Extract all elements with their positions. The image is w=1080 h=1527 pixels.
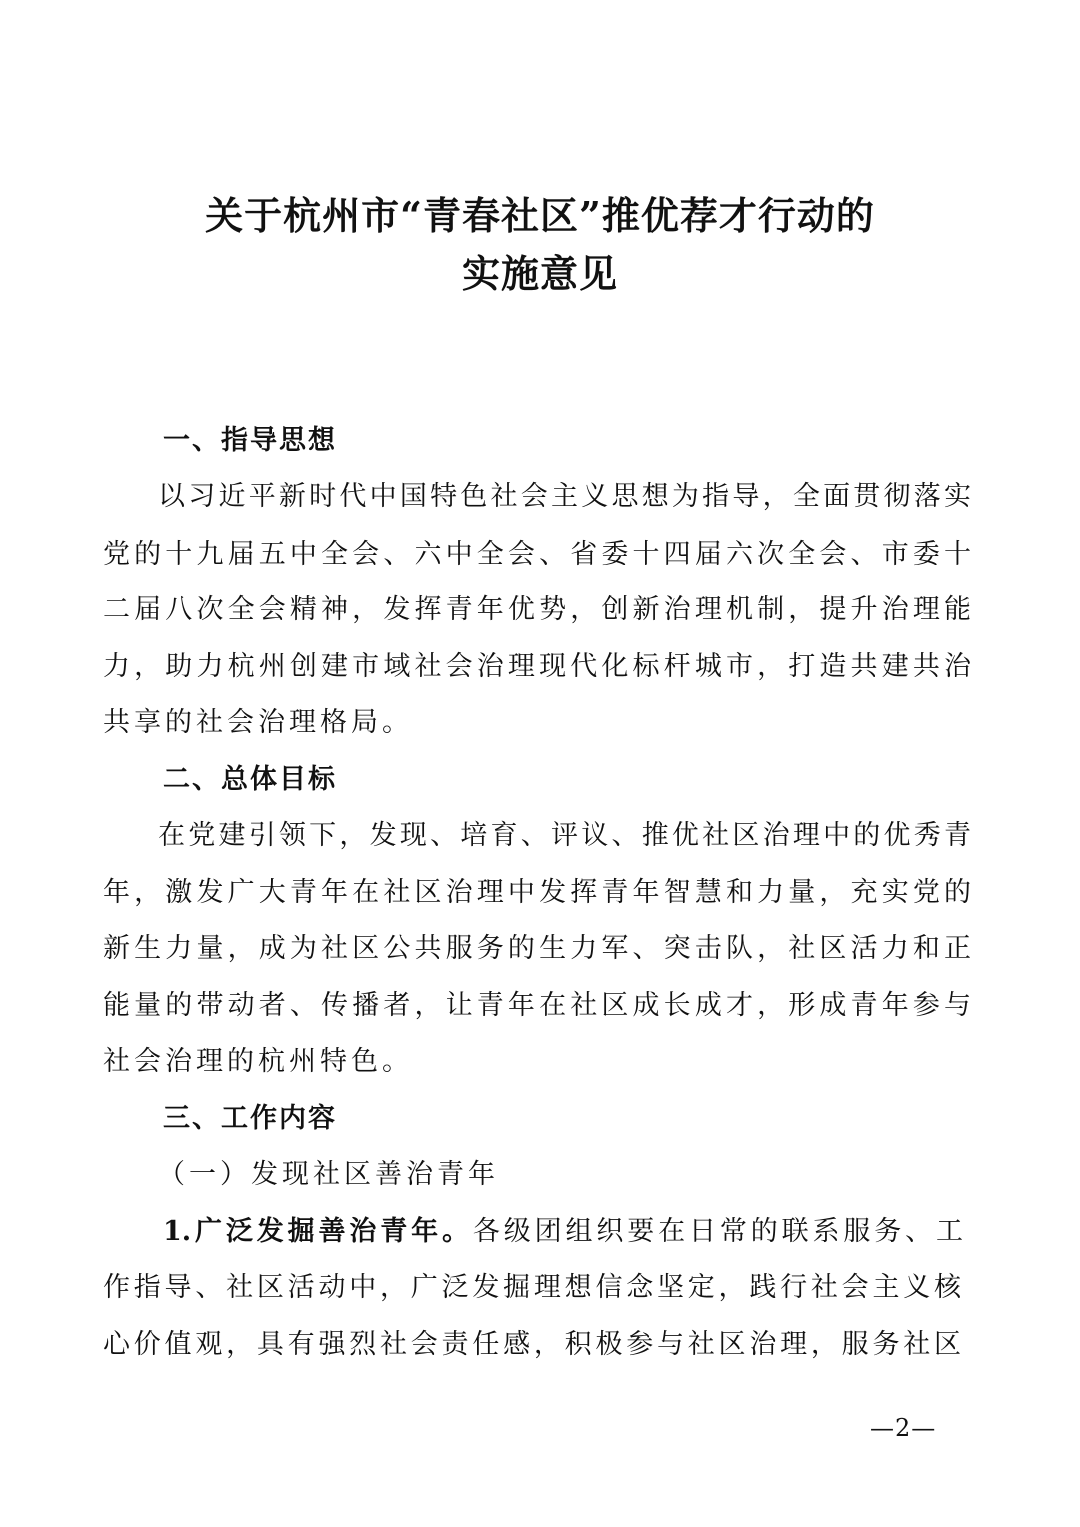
- paragraph-line: 新生力量，成为社区公共服务的生力军、突击队，社区活力和正: [103, 933, 971, 964]
- section-heading-work-content: 三、工作内容: [163, 1103, 337, 1134]
- paragraph-line: 党的十九届五中全会、六中全会、省委十四届六次全会、市委十: [103, 539, 971, 570]
- paragraph-line: 二届八次全会精神，发挥青年优势，创新治理机制，提升治理能: [103, 594, 971, 625]
- page-number: —2—: [870, 1414, 937, 1442]
- paragraph-line: 作指导、社区活动中，广泛发掘理想信念坚定，践行社会主义核: [103, 1272, 961, 1303]
- section-heading-guiding-ideology: 一、指导思想: [163, 425, 337, 456]
- paragraph-line: 社会治理的杭州特色。: [103, 1046, 413, 1077]
- document-title-line-1: 关于杭州市“青春社区”推优荐才行动的: [205, 193, 875, 238]
- section-heading-overall-goal: 二、总体目标: [163, 764, 337, 795]
- paragraph-line: 年，激发广大青年在社区治理中发挥青年智慧和力量，充实党的: [103, 877, 971, 908]
- paragraph-line: 力，助力杭州创建市域社会治理现代化标杆城市，打造共建共治: [103, 651, 971, 682]
- document-title-line-2: 实施意见: [461, 251, 618, 296]
- paragraph-line: 心价值观，具有强烈社会责任感，积极参与社区治理，服务社区: [103, 1329, 961, 1360]
- paragraph-line: 共享的社会治理格局。: [103, 707, 413, 738]
- sub-heading-discover-youth: （一）发现社区善治青年: [158, 1159, 499, 1190]
- paragraph-line: 在党建引领下，发现、培育、评议、推优社区治理中的优秀青: [158, 820, 971, 851]
- paragraph-line: 以习近平新时代中国特色社会主义思想为指导，全面贯彻落实: [158, 481, 971, 512]
- item-1-label: 1.广泛发掘善治青年。: [163, 1216, 473, 1247]
- paragraph-line: 能量的带动者、传播者，让青年在社区成长成才，形成青年参与: [103, 990, 971, 1021]
- item-1-first-line: [163, 1212, 963, 1252]
- item-1-text: 各级团组织要在日常的联系服务、工: [472, 1216, 964, 1247]
